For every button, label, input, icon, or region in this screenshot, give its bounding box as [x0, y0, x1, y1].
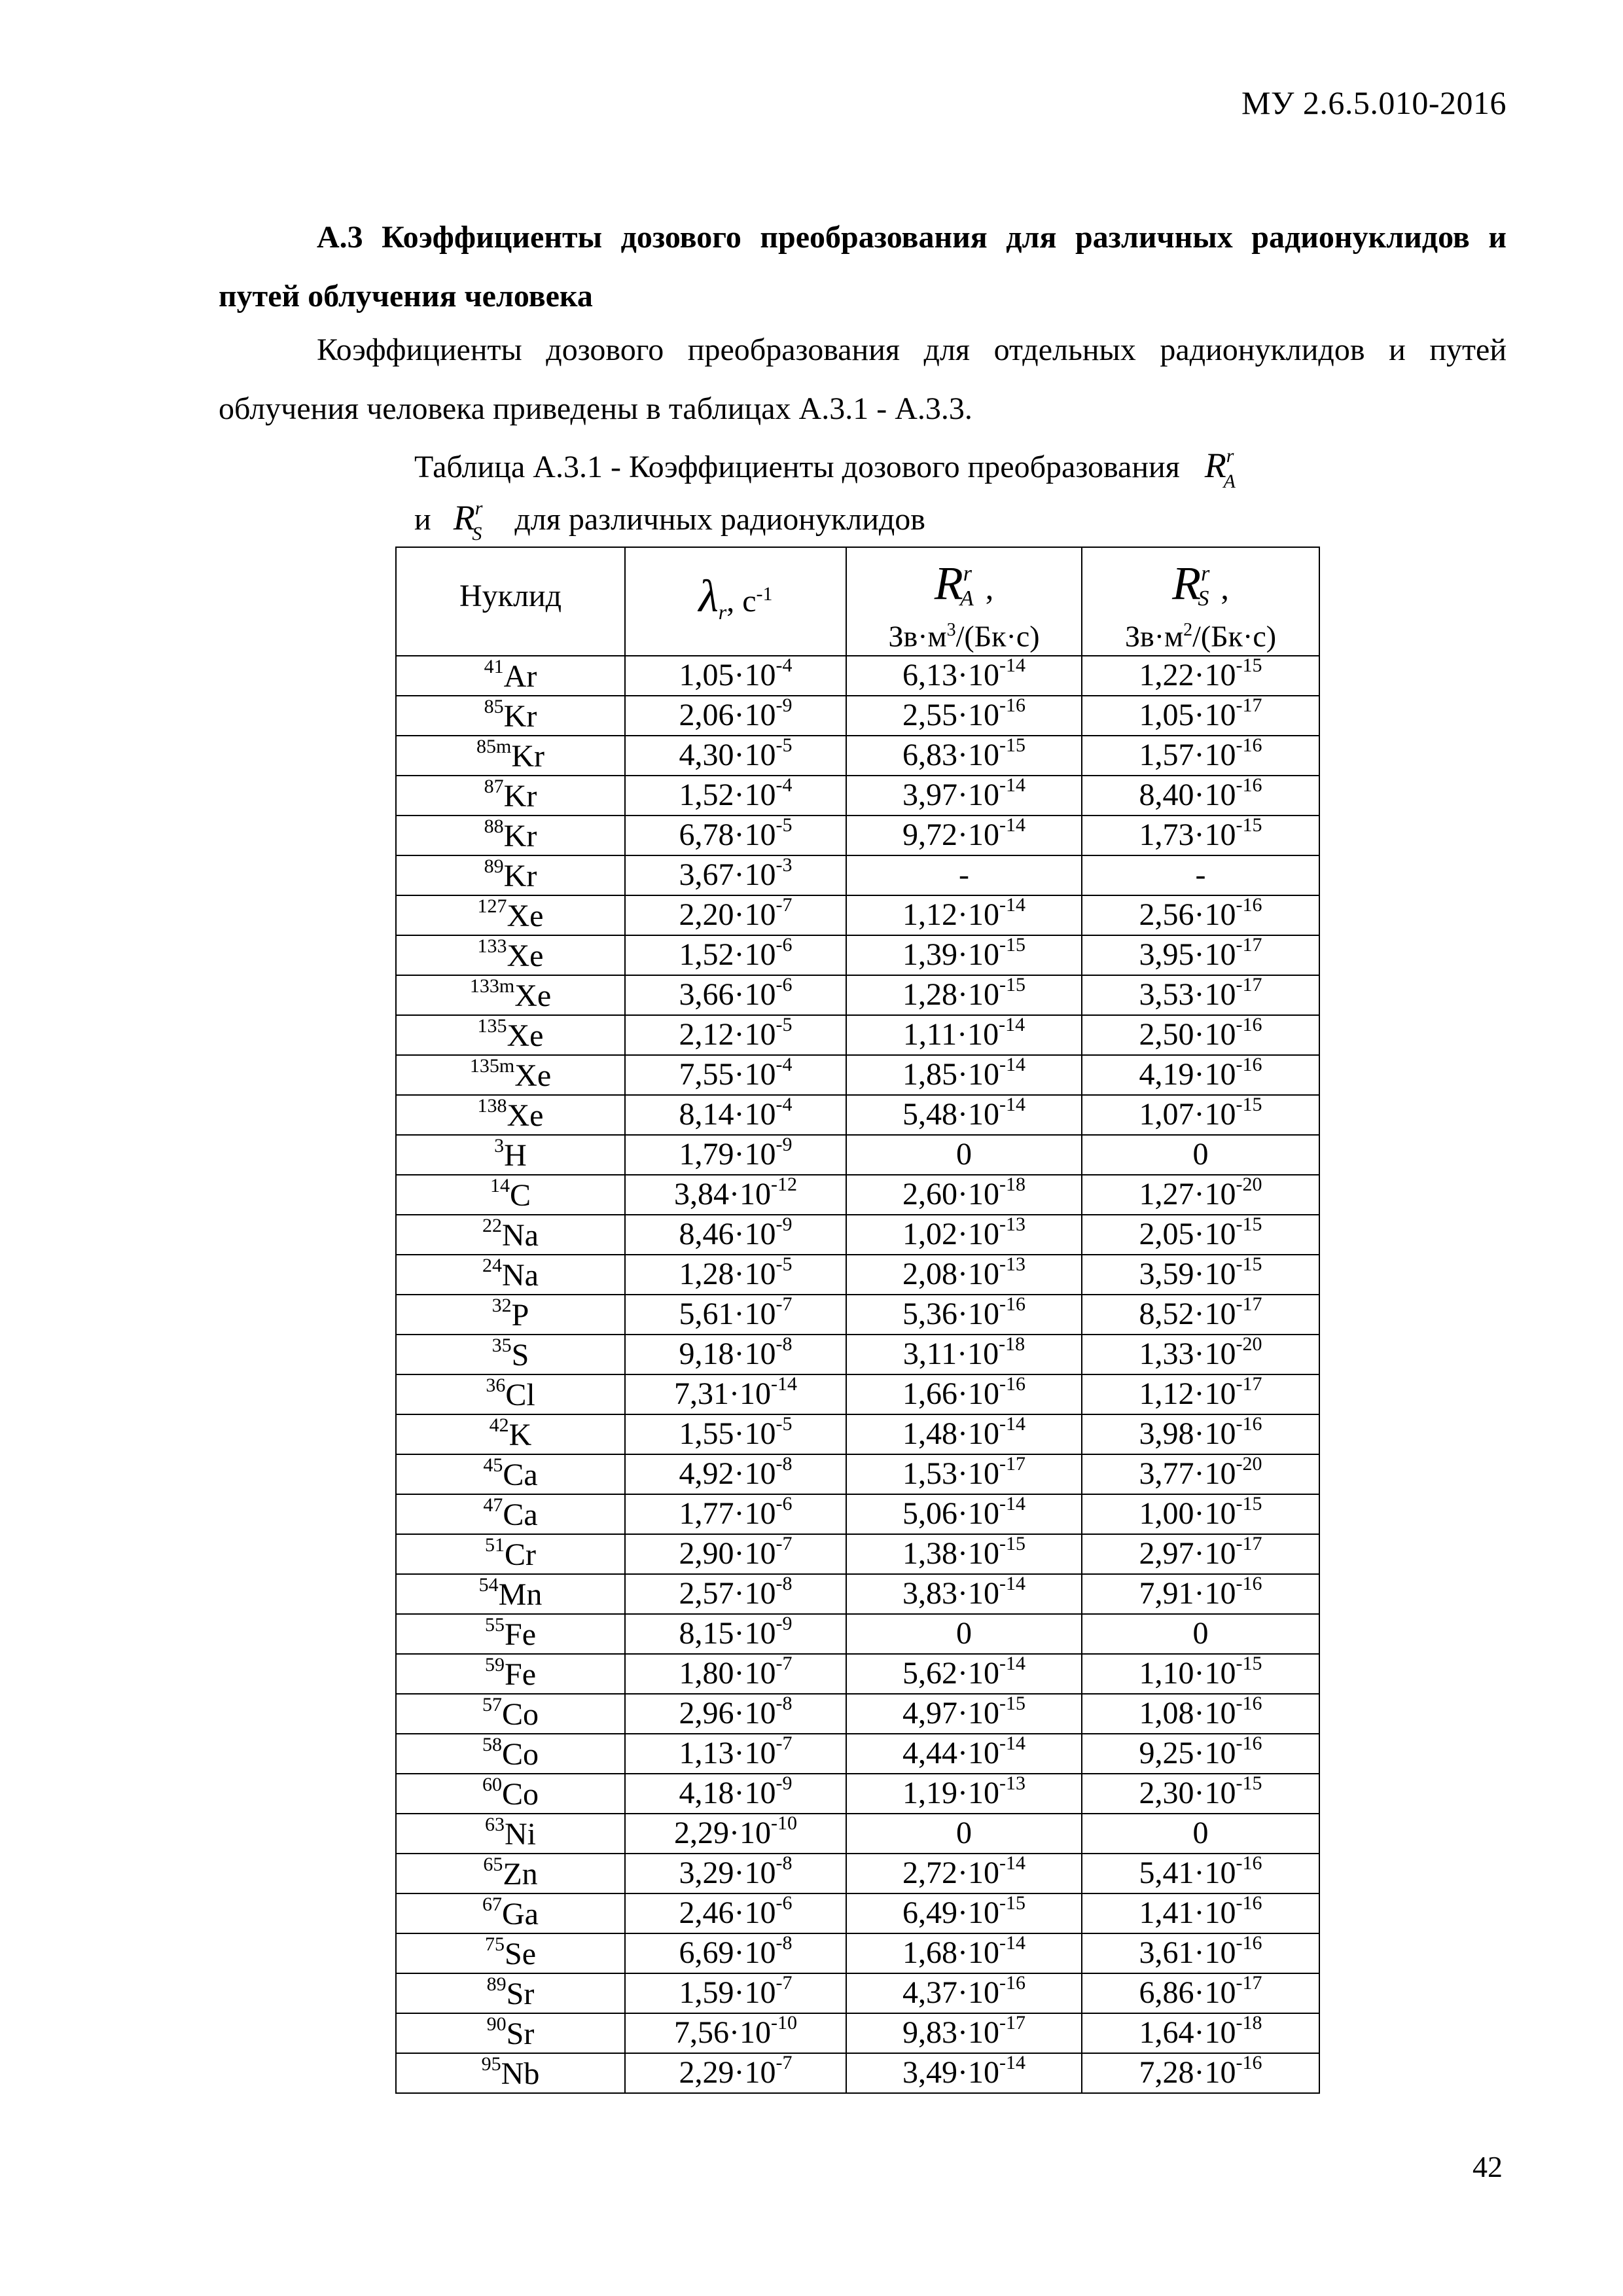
lambda-cell: $2,29\cdot 10^{-10}$ — [625, 1814, 846, 1854]
table-row — [396, 1654, 1319, 1694]
ra-cell: $1,68\cdot 10^{-14}$ — [846, 1933, 1082, 1973]
header-lambda: $\lambda_r$, $с^{-1}$ — [625, 547, 846, 656]
ra-cell: $1,28\cdot 10^{-15}$ — [846, 975, 1082, 1015]
lambda-cell: $6,69\cdot 10^{-8}$ — [625, 1933, 846, 1973]
table-row — [396, 1374, 1319, 1414]
nuclide-cell: $^{135m}$Xe — [396, 1055, 625, 1095]
lambda-cell: $2,06\cdot 10^{-9}$ — [625, 696, 846, 736]
lambda-cell: $3,84\cdot 10^{-12}$ — [625, 1175, 846, 1215]
ra-cell: $1,38\cdot 10^{-15}$ — [846, 1534, 1082, 1574]
table-row — [396, 1095, 1319, 1135]
coefficients-table — [395, 547, 1320, 2094]
nuclide-cell: $^{36}$Cl — [396, 1374, 625, 1414]
table-row — [396, 1534, 1319, 1574]
rs-cell: $2,50\cdot 10^{-16}$ — [1082, 1015, 1319, 1055]
lambda-cell: $1,52\cdot 10^{-4}$ — [625, 776, 846, 816]
ra-cell: $3,11\cdot 10^{-18}$ — [846, 1335, 1082, 1374]
lambda-cell: $4,18\cdot 10^{-9}$ — [625, 1774, 846, 1814]
ra-cell: $1,85\cdot 10^{-14}$ — [846, 1055, 1082, 1095]
rs-cell: $3,95\cdot 10^{-17}$ — [1082, 935, 1319, 975]
nuclide-cell: $^{14}$C — [396, 1175, 625, 1215]
rs-cell: $3,53\cdot 10^{-17}$ — [1082, 975, 1319, 1015]
rs-cell: $7,28\cdot 10^{-16}$ — [1082, 2053, 1319, 2093]
ra-cell: $3,97\cdot 10^{-14}$ — [846, 776, 1082, 816]
rs-cell: $9,25\cdot 10^{-16}$ — [1082, 1734, 1319, 1774]
rs-cell: $2,56\cdot 10^{-16}$ — [1082, 895, 1319, 935]
ra-cell: $1,02\cdot 10^{-13}$ — [846, 1215, 1082, 1255]
table-row — [396, 1015, 1319, 1055]
lambda-cell: $2,20\cdot 10^{-7}$ — [625, 895, 846, 935]
ra-cell: $9,83\cdot 10^{-17}$ — [846, 2013, 1082, 2053]
symbol-ra: $R^r_A$ — [1204, 445, 1236, 492]
ra-cell: $1,48\cdot 10^{-14}$ — [846, 1414, 1082, 1454]
table-row — [396, 935, 1319, 975]
lambda-cell: $8,14\cdot 10^{-4}$ — [625, 1095, 846, 1135]
rs-cell: 0 — [1082, 1135, 1319, 1175]
nuclide-cell: $^{47}$Ca — [396, 1494, 625, 1534]
lambda-cell: $2,96\cdot 10^{-8}$ — [625, 1694, 846, 1734]
header-ra: $R^rA$ , $Зв\cdot м^3/(Бк\cdot с)$ — [846, 547, 1082, 656]
table-row — [396, 1454, 1319, 1494]
nuclide-cell: $^{67}$Ga — [396, 1893, 625, 1933]
intro-paragraph: Коэффициенты дозового преобразования для отдельных радионуклидов и путей облучения человека приведены в таблицах А.3.1 - А.3.3. — [219, 332, 1507, 426]
ra-cell: $2,08\cdot 10^{-13}$ — [846, 1255, 1082, 1295]
rs-cell: $1,12\cdot 10^{-17}$ — [1082, 1374, 1319, 1414]
rs-cell: $2,05\cdot 10^{-15}$ — [1082, 1215, 1319, 1255]
lambda-cell: $3,67\cdot 10^{-3}$ — [625, 855, 846, 895]
nuclide-cell: $^{45}$Ca — [396, 1454, 625, 1494]
table-row — [396, 1414, 1319, 1454]
lambda-cell: $3,29\cdot 10^{-8}$ — [625, 1854, 846, 1893]
lambda-cell: $7,31\cdot 10^{-14}$ — [625, 1374, 846, 1414]
nuclide-cell: $^{65}$Zn — [396, 1854, 625, 1893]
rs-cell: $1,57\cdot 10^{-16}$ — [1082, 736, 1319, 776]
rs-cell: $4,19\cdot 10^{-16}$ — [1082, 1055, 1319, 1095]
lambda-cell: $1,28\cdot 10^{-5}$ — [625, 1255, 846, 1295]
table-row — [396, 656, 1319, 696]
ra-cell: $6,13\cdot 10^{-14}$ — [846, 656, 1082, 696]
symbol-rs: $R^r_S$ — [453, 497, 483, 545]
lambda-cell: $3,66\cdot 10^{-6}$ — [625, 975, 846, 1015]
nuclide-cell: $^{127}$Xe — [396, 895, 625, 935]
table-row — [396, 736, 1319, 776]
ra-cell: $4,37\cdot 10^{-16}$ — [846, 1973, 1082, 2013]
header-rs: $R^rS$ , $Зв\cdot м^2/(Бк\cdot с)$ — [1082, 547, 1319, 656]
nuclide-cell: $^{90}$Sr — [396, 2013, 625, 2053]
nuclide-cell: $^{35}$S — [396, 1335, 625, 1374]
rs-cell: $6,86\cdot 10^{-17}$ — [1082, 1973, 1319, 2013]
lambda-cell: $4,30\cdot 10^{-5}$ — [625, 736, 846, 776]
rs-cell: $1,05\cdot 10^{-17}$ — [1082, 696, 1319, 736]
nuclide-cell: $^3$H — [396, 1135, 625, 1175]
table-body — [396, 656, 1319, 2093]
rs-cell: $3,77\cdot 10^{-20}$ — [1082, 1454, 1319, 1494]
rs-cell: 0 — [1082, 1814, 1319, 1854]
nuclide-cell: $^{60}$Co — [396, 1774, 625, 1814]
nuclide-cell: $^{85m}$Kr — [396, 736, 625, 776]
table-row — [396, 1215, 1319, 1255]
rs-cell: $7,91\cdot 10^{-16}$ — [1082, 1574, 1319, 1614]
lambda-cell: $2,12\cdot 10^{-5}$ — [625, 1015, 846, 1055]
header-nuclide: Нуклид — [396, 547, 625, 656]
document-code: МУ 2.6.5.010-2016 — [1241, 84, 1507, 121]
lambda-cell: $1,13\cdot 10^{-7}$ — [625, 1734, 846, 1774]
ra-cell: - — [846, 855, 1082, 895]
nuclide-cell: $^{41}$Ar — [396, 656, 625, 696]
nuclide-cell: $^{88}$Kr — [396, 816, 625, 855]
rs-cell: $1,27\cdot 10^{-20}$ — [1082, 1175, 1319, 1215]
lambda-cell: $9,18\cdot 10^{-8}$ — [625, 1335, 846, 1374]
lambda-cell: $2,46\cdot 10^{-6}$ — [625, 1893, 846, 1933]
lambda-cell: $1,80\cdot 10^{-7}$ — [625, 1654, 846, 1694]
lambda-cell: $7,56\cdot 10^{-10}$ — [625, 2013, 846, 2053]
table-row — [396, 1055, 1319, 1095]
rs-cell: $1,33\cdot 10^{-20}$ — [1082, 1335, 1319, 1374]
ra-cell: $5,36\cdot 10^{-16}$ — [846, 1295, 1082, 1335]
rs-cell: $3,98\cdot 10^{-16}$ — [1082, 1414, 1319, 1454]
nuclide-cell: $^{89}$Kr — [396, 855, 625, 895]
lambda-cell: $1,79\cdot 10^{-9}$ — [625, 1135, 846, 1175]
table-row — [396, 1335, 1319, 1374]
nuclide-cell: $^{59}$Fe — [396, 1654, 625, 1694]
lambda-cell: $1,05\cdot 10^{-4}$ — [625, 656, 846, 696]
table-row — [396, 2053, 1319, 2093]
ra-cell: $1,53\cdot 10^{-17}$ — [846, 1454, 1082, 1494]
ra-cell: $1,11\cdot 10^{-14}$ — [846, 1015, 1082, 1055]
table-row — [396, 1175, 1319, 1215]
ra-cell: $3,83\cdot 10^{-14}$ — [846, 1574, 1082, 1614]
nuclide-cell: $^{63}$Ni — [396, 1814, 625, 1854]
nuclide-cell: $^{42}$K — [396, 1414, 625, 1454]
lambda-cell: $1,59\cdot 10^{-7}$ — [625, 1973, 846, 2013]
nuclide-cell: $^{57}$Co — [396, 1694, 625, 1734]
rs-cell: 0 — [1082, 1614, 1319, 1654]
table-row — [396, 776, 1319, 816]
nuclide-cell: $^{54}$Mn — [396, 1574, 625, 1614]
ra-cell: $9,72\cdot 10^{-14}$ — [846, 816, 1082, 855]
rs-cell: $1,07\cdot 10^{-15}$ — [1082, 1095, 1319, 1135]
caption-rest: для различных радионуклидов — [514, 502, 925, 537]
section-title: А.3 Коэффициенты дозового преобразования для различных радионуклидов и путей облучения человека — [219, 220, 1507, 314]
nuclide-cell: $^{58}$Co — [396, 1734, 625, 1774]
lambda-cell: $5,61\cdot 10^{-7}$ — [625, 1295, 846, 1335]
rs-cell: $8,52\cdot 10^{-17}$ — [1082, 1295, 1319, 1335]
rs-cell: $1,10\cdot 10^{-15}$ — [1082, 1654, 1319, 1694]
lambda-cell: $2,57\cdot 10^{-8}$ — [625, 1574, 846, 1614]
lambda-cell: $2,90\cdot 10^{-7}$ — [625, 1534, 846, 1574]
ra-cell: 0 — [846, 1135, 1082, 1175]
table-row — [396, 1574, 1319, 1614]
rs-cell: $1,64\cdot 10^{-18}$ — [1082, 2013, 1319, 2053]
rs-cell: $1,08\cdot 10^{-16}$ — [1082, 1694, 1319, 1734]
nuclide-cell: $^{95}$Nb — [396, 2053, 625, 2093]
table-row — [396, 855, 1319, 895]
ra-cell: $5,06\cdot 10^{-14}$ — [846, 1494, 1082, 1534]
nuclide-cell: $^{85}$Kr — [396, 696, 625, 736]
lambda-cell: $4,92\cdot 10^{-8}$ — [625, 1454, 846, 1494]
table-row — [396, 1255, 1319, 1295]
nuclide-cell: $^{133}$Xe — [396, 935, 625, 975]
table-row — [396, 1933, 1319, 1973]
nuclide-cell: $^{51}$Cr — [396, 1534, 625, 1574]
lambda-cell: $6,78\cdot 10^{-5}$ — [625, 816, 846, 855]
ra-cell: $2,55\cdot 10^{-16}$ — [846, 696, 1082, 736]
rs-cell: $2,97\cdot 10^{-17}$ — [1082, 1534, 1319, 1574]
ra-cell: $6,49\cdot 10^{-15}$ — [846, 1893, 1082, 1933]
rs-cell: $1,73\cdot 10^{-15}$ — [1082, 816, 1319, 855]
nuclide-cell: $^{138}$Xe — [396, 1095, 625, 1135]
ra-cell: $5,62\cdot 10^{-14}$ — [846, 1654, 1082, 1694]
table-row — [396, 1614, 1319, 1654]
table-row — [396, 1893, 1319, 1933]
page-number: 42 — [1472, 2150, 1503, 2183]
table-row — [396, 1295, 1319, 1335]
nuclide-cell: $^{32}$P — [396, 1295, 625, 1335]
ra-cell: $2,60\cdot 10^{-18}$ — [846, 1175, 1082, 1215]
ra-cell: $1,66\cdot 10^{-16}$ — [846, 1374, 1082, 1414]
lambda-cell: $8,15\cdot 10^{-9}$ — [625, 1614, 846, 1654]
rs-cell: $2,30\cdot 10^{-15}$ — [1082, 1774, 1319, 1814]
table-row — [396, 1973, 1319, 2013]
lambda-cell: $1,52\cdot 10^{-6}$ — [625, 935, 846, 975]
table-row — [396, 1135, 1319, 1175]
table-row — [396, 1494, 1319, 1534]
rs-cell: $3,59\cdot 10^{-15}$ — [1082, 1255, 1319, 1295]
lambda-cell: $8,46\cdot 10^{-9}$ — [625, 1215, 846, 1255]
ra-cell: $4,44\cdot 10^{-14}$ — [846, 1734, 1082, 1774]
ra-cell: $1,12\cdot 10^{-14}$ — [846, 895, 1082, 935]
nuclide-cell: $^{55}$Fe — [396, 1614, 625, 1654]
lambda-cell: $2,29\cdot 10^{-7}$ — [625, 2053, 846, 2093]
table-row — [396, 2013, 1319, 2053]
rs-cell: $5,41\cdot 10^{-16}$ — [1082, 1854, 1319, 1893]
table-caption-text: Таблица А.3.1 - Коэффициенты дозового преобразования — [414, 450, 1180, 484]
rs-cell: $1,00\cdot 10^{-15}$ — [1082, 1494, 1319, 1534]
rs-cell: $1,41\cdot 10^{-16}$ — [1082, 1893, 1319, 1933]
table-row — [396, 895, 1319, 935]
ra-cell: $5,48\cdot 10^{-14}$ — [846, 1095, 1082, 1135]
ra-cell: $2,72\cdot 10^{-14}$ — [846, 1854, 1082, 1893]
ra-cell: $1,39\cdot 10^{-15}$ — [846, 935, 1082, 975]
table-caption-line-1 — [414, 445, 1246, 490]
lambda-cell: $1,77\cdot 10^{-6}$ — [625, 1494, 846, 1534]
caption-conjunction: и — [414, 502, 431, 537]
nuclide-cell: $^{75}$Se — [396, 1933, 625, 1973]
ra-cell: $4,97\cdot 10^{-15}$ — [846, 1694, 1082, 1734]
ra-cell: 0 — [846, 1614, 1082, 1654]
ra-cell: $1,19\cdot 10^{-13}$ — [846, 1774, 1082, 1814]
table-row — [396, 1734, 1319, 1774]
table-row — [396, 1694, 1319, 1734]
nuclide-cell: $^{22}$Na — [396, 1215, 625, 1255]
nuclide-cell: $^{24}$Na — [396, 1255, 625, 1295]
nuclide-cell: $^{87}$Kr — [396, 776, 625, 816]
lambda-cell: $7,55\cdot 10^{-4}$ — [625, 1055, 846, 1095]
rs-cell: - — [1082, 855, 1319, 895]
table-row — [396, 1814, 1319, 1854]
table-row — [396, 1774, 1319, 1814]
table-row — [396, 1854, 1319, 1893]
ra-cell: 0 — [846, 1814, 1082, 1854]
table-row — [396, 816, 1319, 855]
table-row — [396, 975, 1319, 1015]
rs-cell: $3,61\cdot 10^{-16}$ — [1082, 1933, 1319, 1973]
nuclide-cell: $^{135}$Xe — [396, 1015, 625, 1055]
rs-cell: $1,22\cdot 10^{-15}$ — [1082, 656, 1319, 696]
rs-cell: $8,40\cdot 10^{-16}$ — [1082, 776, 1319, 816]
lambda-cell: $1,55\cdot 10^{-5}$ — [625, 1414, 846, 1454]
nuclide-cell: $^{133m}$Xe — [396, 975, 625, 1015]
table-row — [396, 696, 1319, 736]
table-caption-line-2 — [414, 497, 925, 543]
ra-cell: $3,49\cdot 10^{-14}$ — [846, 2053, 1082, 2093]
ra-cell: $6,83\cdot 10^{-15}$ — [846, 736, 1082, 776]
nuclide-cell: $^{89}$Sr — [396, 1973, 625, 2013]
